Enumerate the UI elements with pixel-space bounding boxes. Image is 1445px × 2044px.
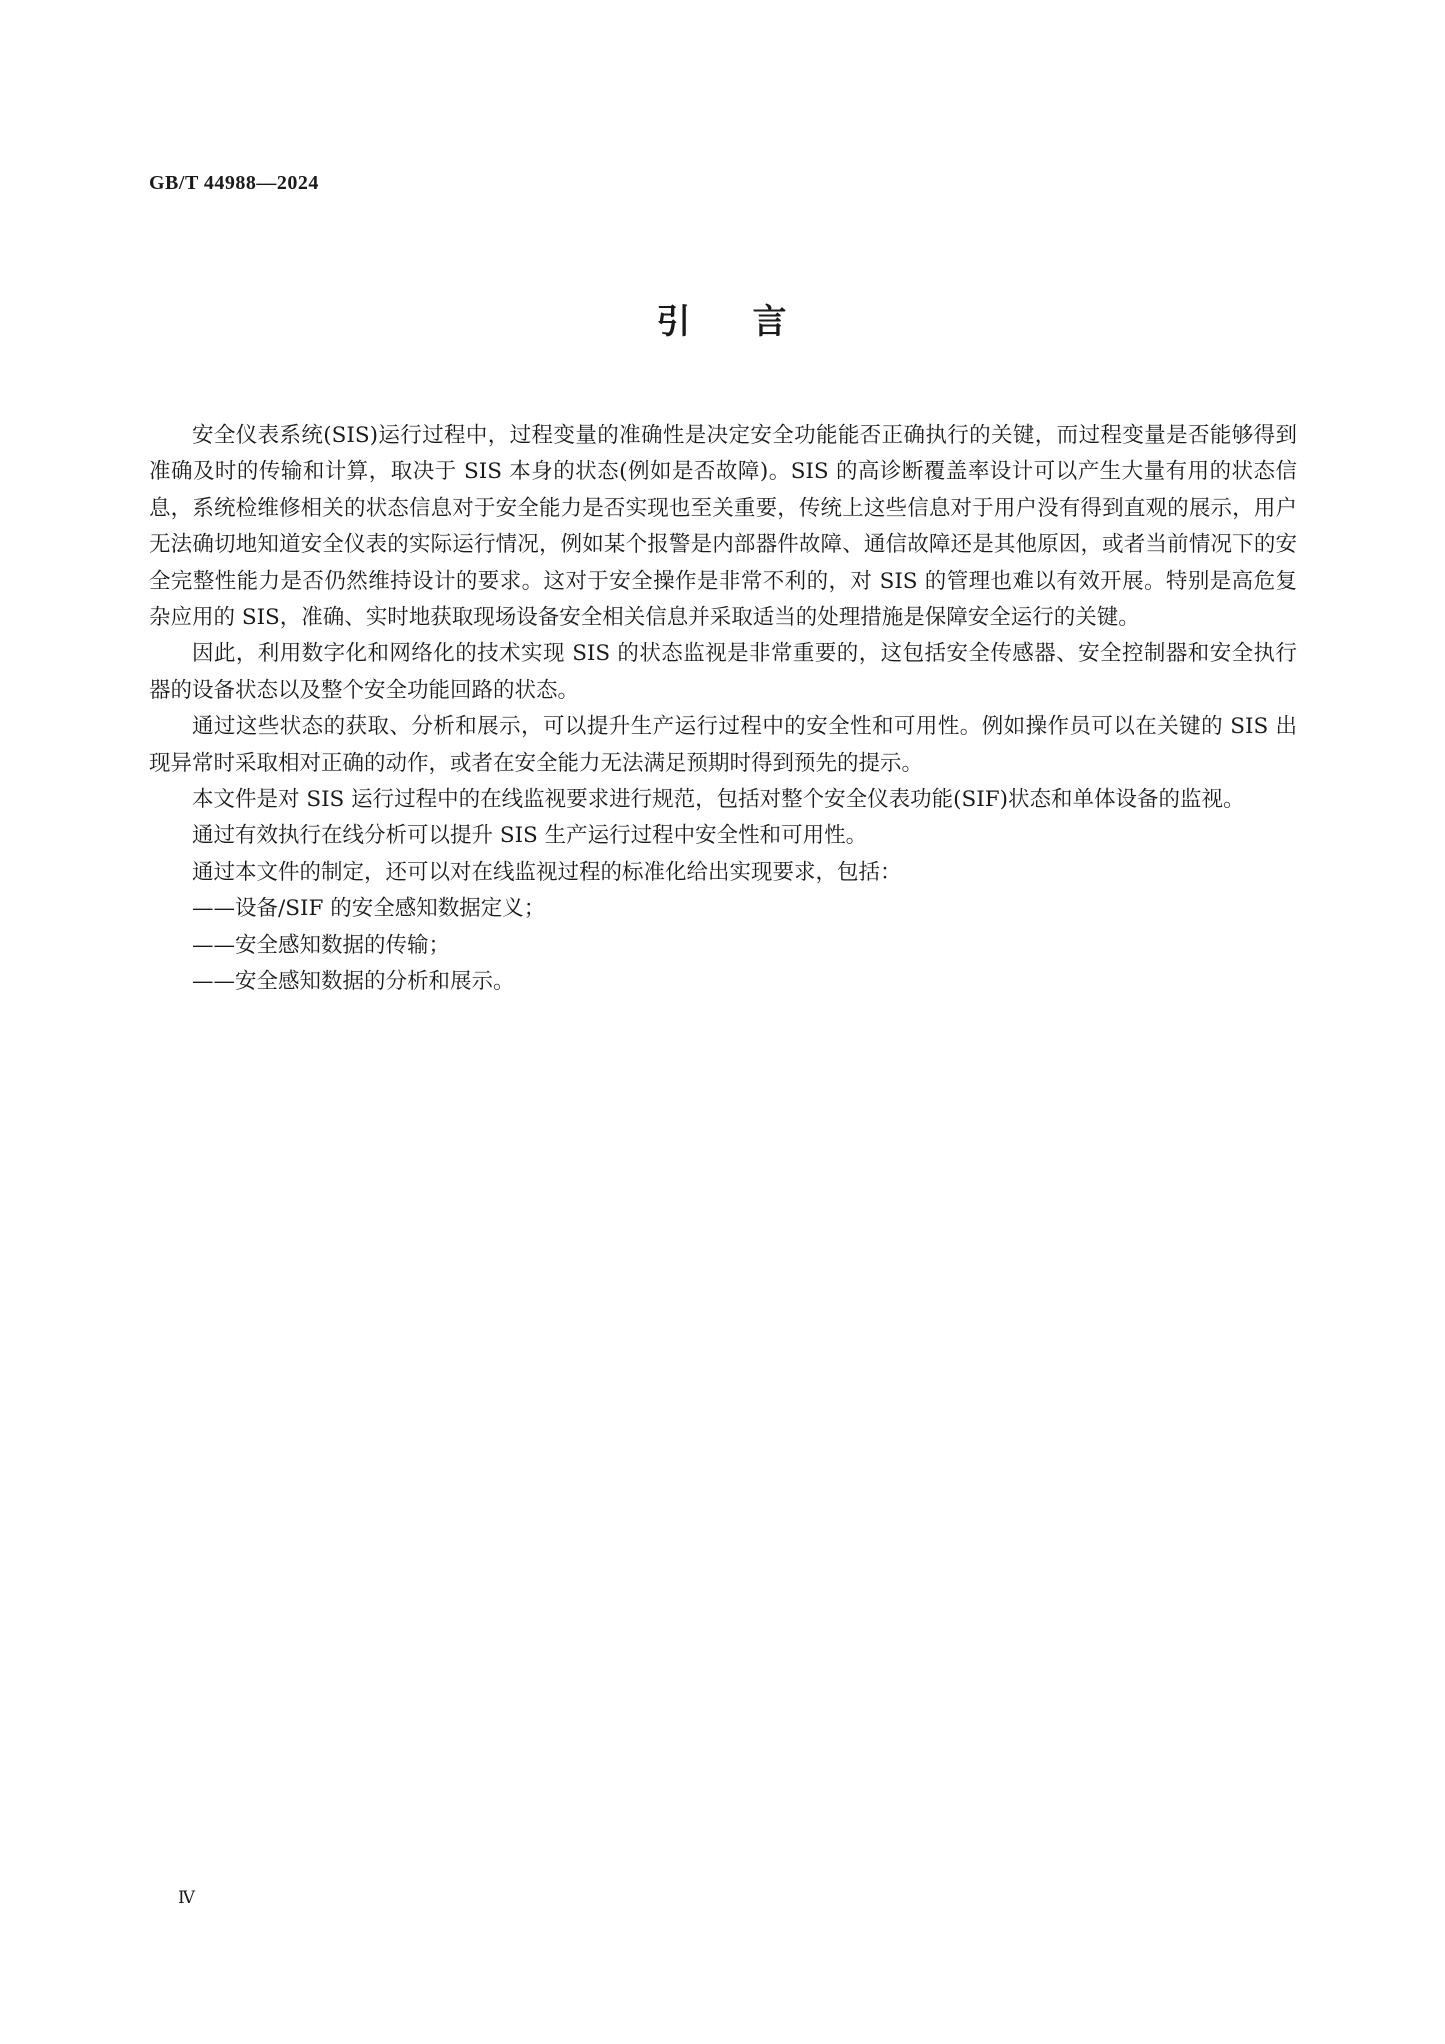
list-item-3: ——安全感知数据的分析和展示。 [192,969,515,995]
section-title-char-1: 引 [656,302,693,342]
paragraph-4: 本文件是对 SIS 运行过程中的在线监视要求进行规范，包括对整个安全仪表功能(SIF)状态和单体设备的监视。 [192,787,1245,813]
paragraph-3: 通过这些状态的获取、分析和展示，可以提升生产运行过程中的安全性和可用性。例如操作员可以在关键的 SIS 出现异常时采取相对正确的动作，或者在安全能力无法满足预期时得到预先的提示。 [149,714,1297,776]
paragraph-2: 因此，利用数字化和网络化的技术实现 SIS 的状态监视是非常重要的，这包括安全传感器、安全控制器和安全执行器的设备状态以及整个安全功能回路的状态。 [149,641,1297,703]
list-item-2: ——安全感知数据的传输； [192,932,451,958]
paragraph-6: 通过本文件的制定，还可以对在线监视过程的标准化给出实现要求，包括： [192,859,902,885]
section-title [0,294,1445,343]
list-item-1: ——设备/SIF 的安全感知数据定义； [192,896,546,922]
body-text [149,418,1297,1001]
paragraph-1: 安全仪表系统(SIS)运行过程中，过程变量的准确性是决定安全功能能否正确执行的关键，而过程变量是否能够得到准确及时的传输和计算，取决于 SIS 本身的状态(例如是否故障)。SIS 的高诊断覆盖率设计可以产生大量有用的状态信息，系统检维修相关的状态信息对于安全能力是否实现也至关重要，传统上这些信息对于用户没有得到直观的展示，用户无法确切地知道安全仪表的实际运行情况，例如某个报警是内部器件故障、通信故障还是其他原因，或者当前情况下的安全完整性能力是否仍然维持设计的要求。这对于安全操作是非常不利的，对 SIS 的管理也难以有效开展。特别是高危复杂应用的 SIS，准确、实时地获取现场设备安全相关信息并采取适当的处理措施是保障安全运行的关键。 [149,423,1297,631]
paragraph-5: 通过有效执行在线分析可以提升 SIS 生产运行过程中安全性和可用性。 [192,823,868,849]
section-title-char-2: 言 [752,302,789,342]
standard-code: GB/T 44988—2024 [149,172,319,194]
page-number: Ⅳ [178,1888,195,1907]
